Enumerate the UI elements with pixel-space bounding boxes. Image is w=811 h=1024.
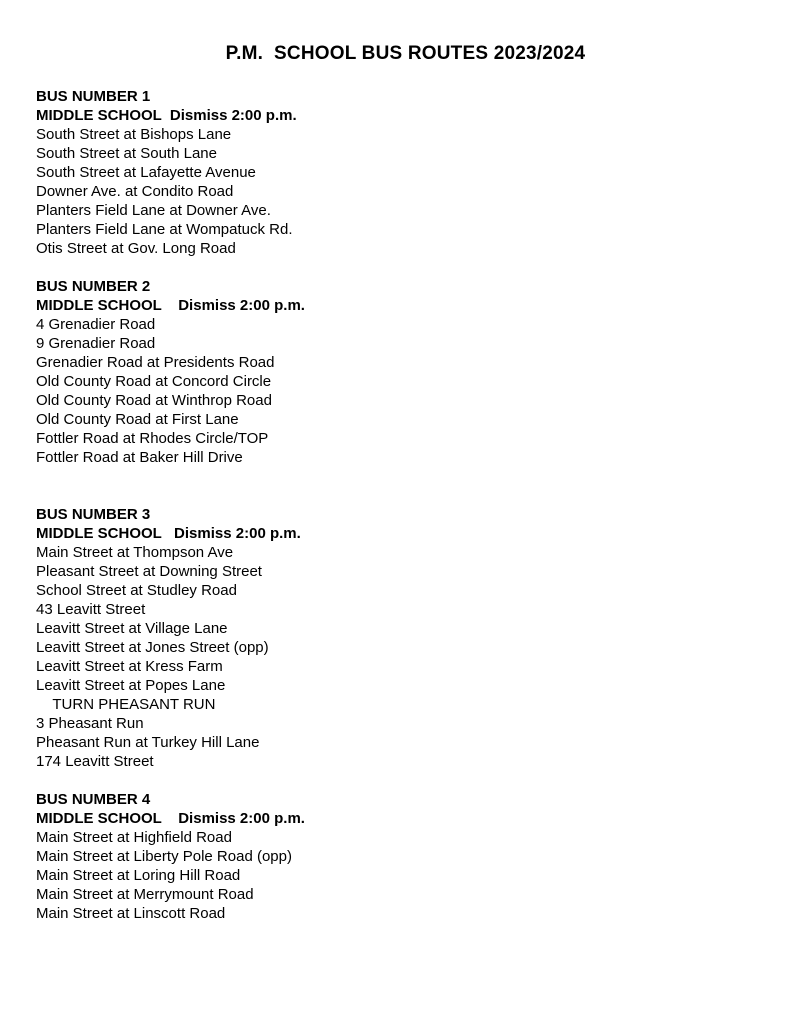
bus-stop-line: Grenadier Road at Presidents Road xyxy=(36,354,275,371)
bus-number-heading: BUS NUMBER 2 xyxy=(36,278,151,295)
bus-stop-line: Leavitt Street at Popes Lane xyxy=(36,677,226,694)
bus-stop-line: Old County Road at First Lane xyxy=(36,411,239,428)
bus-number-heading: BUS NUMBER 4 xyxy=(36,791,151,808)
bus-stop-line: Main Street at Thompson Ave xyxy=(36,544,234,561)
bus-stop-line: Otis Street at Gov. Long Road xyxy=(36,240,236,257)
bus-routes-list xyxy=(36,87,781,942)
page-title: P.M. SCHOOL BUS ROUTES 2023/2024 xyxy=(225,43,586,64)
bus-stop-line: Old County Road at Concord Circle xyxy=(36,373,272,390)
school-dismiss-line: MIDDLE SCHOOL Dismiss 2:00 p.m. xyxy=(36,297,305,314)
bus-stop-line: Planters Field Lane at Wompatuck Rd. xyxy=(36,221,293,238)
bus-route-section xyxy=(36,87,781,258)
bus-stop-line: Main Street at Loring Hill Road xyxy=(36,867,241,884)
school-dismiss-line: MIDDLE SCHOOL Dismiss 2:00 p.m. xyxy=(36,810,305,827)
bus-route-section xyxy=(36,505,781,771)
bus-stop-line: Main Street at Merrymount Road xyxy=(36,886,254,903)
bus-stop-line: Main Street at Liberty Pole Road (opp) xyxy=(36,848,292,865)
bus-stop-line: South Street at Lafayette Avenue xyxy=(36,164,256,181)
bus-stop-line: Leavitt Street at Village Lane xyxy=(36,620,228,637)
bus-stop-line: Fottler Road at Baker Hill Drive xyxy=(36,449,243,466)
bus-stop-line: School Street at Studley Road xyxy=(36,582,237,599)
bus-stop-line: 43 Leavitt Street xyxy=(36,601,146,618)
school-dismiss-line: MIDDLE SCHOOL Dismiss 2:00 p.m. xyxy=(36,107,297,124)
school-dismiss-line: MIDDLE SCHOOL Dismiss 2:00 p.m. xyxy=(36,525,301,542)
bus-stop-line: Pheasant Run at Turkey Hill Lane xyxy=(36,734,260,751)
bus-stop-line: 174 Leavitt Street xyxy=(36,753,154,770)
bus-stop-line: 4 Grenadier Road xyxy=(36,316,156,333)
bus-stop-line: 3 Pheasant Run xyxy=(36,715,144,732)
bus-stop-line: Downer Ave. at Condito Road xyxy=(36,183,234,200)
bus-stop-line: South Street at Bishops Lane xyxy=(36,126,232,143)
bus-route-section xyxy=(36,277,781,467)
bus-stop-line: 9 Grenadier Road xyxy=(36,335,156,352)
bus-stop-line: Main Street at Linscott Road xyxy=(36,905,226,922)
bus-stop-line: Planters Field Lane at Downer Ave. xyxy=(36,202,271,219)
bus-stop-line: Pleasant Street at Downing Street xyxy=(36,563,262,580)
bus-stop-line: Fottler Road at Rhodes Circle/TOP xyxy=(36,430,269,447)
bus-stop-line: Leavitt Street at Kress Farm xyxy=(36,658,223,675)
bus-route-section xyxy=(36,790,781,923)
bus-stop-line: Leavitt Street at Jones Street (opp) xyxy=(36,639,269,656)
bus-stop-line: Main Street at Highfield Road xyxy=(36,829,232,846)
bus-stop-line: TURN PHEASANT RUN xyxy=(36,696,216,713)
bus-number-heading: BUS NUMBER 3 xyxy=(36,506,151,523)
bus-stop-line: South Street at South Lane xyxy=(36,145,217,162)
bus-number-heading: BUS NUMBER 1 xyxy=(36,88,151,105)
bus-stop-line: Old County Road at Winthrop Road xyxy=(36,392,272,409)
